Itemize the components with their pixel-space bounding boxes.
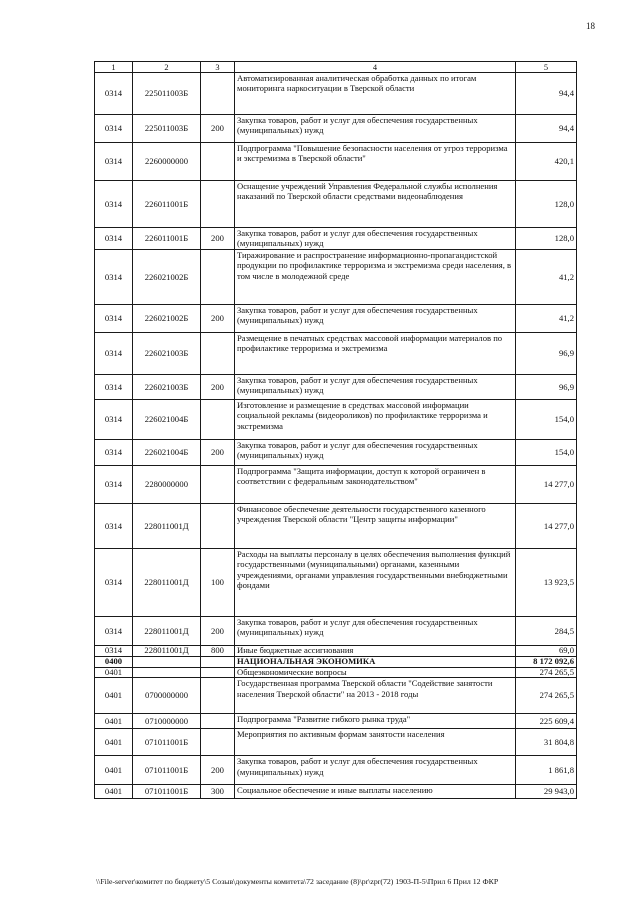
item-amount: 154,0 (516, 440, 577, 466)
expense-type-code: 200 (201, 375, 235, 400)
item-amount: 31 804,8 (516, 729, 577, 756)
table-row (95, 305, 577, 333)
expense-type-code: 200 (201, 115, 235, 143)
target-article-code: 0700000000 (133, 678, 201, 714)
section-code: 0401 (95, 678, 133, 714)
file-path-footer: \\File-server\комитет по бюджету\5 Созыв\документы комитета\72 заседание (8)\pr\zpr(72) 1903-П-5\Прил 6 Прил 12 ФКР (96, 877, 499, 886)
item-description: Мероприятия по активным формам занятости населения (235, 729, 516, 756)
expense-type-code (201, 678, 235, 714)
target-article-code: 2280000000 (133, 466, 201, 504)
header-col-5: 5 (516, 62, 577, 73)
table-row (95, 440, 577, 466)
section-code: 0314 (95, 181, 133, 228)
section-code: 0401 (95, 785, 133, 799)
section-code: 0401 (95, 667, 133, 678)
target-article-code: 071011001Б (133, 756, 201, 785)
expense-type-code (201, 73, 235, 115)
item-description: Закупка товаров, работ и услуг для обеспечения государственных (муниципальных) нужд (235, 228, 516, 250)
item-amount: 96,9 (516, 375, 577, 400)
item-amount: 154,0 (516, 400, 577, 440)
item-description: Автоматизированная аналитическая обработка данных по итогам мониторинга наркоситуации в Тверской области (235, 73, 516, 115)
expense-type-code (201, 714, 235, 729)
expense-type-code (201, 466, 235, 504)
item-description: Закупка товаров, работ и услуг для обеспечения государственных (муниципальных) нужд (235, 617, 516, 646)
expense-type-code (201, 143, 235, 181)
item-amount: 94,4 (516, 115, 577, 143)
expense-type-code (201, 504, 235, 549)
section-code: 0314 (95, 250, 133, 305)
item-amount: 128,0 (516, 181, 577, 228)
expense-type-code (201, 250, 235, 305)
section-code: 0314 (95, 646, 133, 657)
item-description: Закупка товаров, работ и услуг для обеспечения государственных (муниципальных) нужд (235, 440, 516, 466)
item-amount: 225 609,4 (516, 714, 577, 729)
target-article-code: 226021003Б (133, 333, 201, 375)
table-row (95, 181, 577, 228)
section-code: 0314 (95, 143, 133, 181)
section-code: 0314 (95, 466, 133, 504)
section-code: 0314 (95, 333, 133, 375)
table-row (95, 504, 577, 549)
target-article-code: 071011001Б (133, 785, 201, 799)
item-description: Размещение в печатных средствах массовой информации материалов по профилактике терроризма и экстремизма (235, 333, 516, 375)
section-code: 0314 (95, 375, 133, 400)
item-amount: 96,9 (516, 333, 577, 375)
expense-type-code (201, 181, 235, 228)
item-description: Закупка товаров, работ и услуг для обеспечения государственных (муниципальных) нужд (235, 115, 516, 143)
item-description: Изготовление и размещение в средствах массовой информации социальной рекламы (видеороликов) по профилактике терроризма и экстремизма (235, 400, 516, 440)
table-row (95, 678, 577, 714)
expense-type-code (201, 729, 235, 756)
target-article-code: 226021004Б (133, 400, 201, 440)
section-code: 0314 (95, 440, 133, 466)
item-amount: 8 172 092,6 (516, 656, 577, 667)
target-article-code: 228011001Д (133, 504, 201, 549)
target-article-code: 2260000000 (133, 143, 201, 181)
table-row (95, 785, 577, 799)
item-description: НАЦИОНАЛЬНАЯ ЭКОНОМИКА (235, 656, 516, 667)
item-amount: 94,4 (516, 73, 577, 115)
target-article-code: 226011001Б (133, 181, 201, 228)
section-code: 0314 (95, 115, 133, 143)
target-article-code: 071011001Б (133, 729, 201, 756)
item-amount: 274 265,5 (516, 678, 577, 714)
expense-type-code: 200 (201, 756, 235, 785)
item-amount: 29 943,0 (516, 785, 577, 799)
target-article-code (133, 656, 201, 667)
table-row (95, 228, 577, 250)
section-code: 0314 (95, 504, 133, 549)
table-row (95, 333, 577, 375)
target-article-code: 226021003Б (133, 375, 201, 400)
section-code: 0314 (95, 400, 133, 440)
item-description: Подпрограмма "Защита информации, доступ к которой ограничен в соответствии с федеральным законодательством" (235, 466, 516, 504)
target-article-code: 226021004Б (133, 440, 201, 466)
table-row (95, 115, 577, 143)
item-amount: 14 277,0 (516, 504, 577, 549)
header-col-2: 2 (133, 62, 201, 73)
item-amount: 128,0 (516, 228, 577, 250)
expense-type-code (201, 400, 235, 440)
item-amount: 41,2 (516, 305, 577, 333)
header-col-4: 4 (235, 62, 516, 73)
target-article-code: 228011001Д (133, 646, 201, 657)
expense-type-code: 300 (201, 785, 235, 799)
table-row (95, 714, 577, 729)
item-description: Социальное обеспечение и иные выплаты населению (235, 785, 516, 799)
section-code: 0401 (95, 714, 133, 729)
section-code: 0314 (95, 549, 133, 617)
expense-type-code (201, 333, 235, 375)
table-row (95, 250, 577, 305)
item-amount: 41,2 (516, 250, 577, 305)
item-description: Подпрограмма "Развитие гибкого рынка труда" (235, 714, 516, 729)
table-row (95, 617, 577, 646)
table-row (95, 667, 577, 678)
expense-type-code: 800 (201, 646, 235, 657)
expense-type-code: 200 (201, 305, 235, 333)
item-description: Закупка товаров, работ и услуг для обеспечения государственных (муниципальных) нужд (235, 305, 516, 333)
target-article-code: 226011001Б (133, 228, 201, 250)
target-article-code: 226021002Б (133, 305, 201, 333)
item-description: Финансовое обеспечение деятельности государственного казенного учреждения Тверской области "Центр защиты информации" (235, 504, 516, 549)
target-article-code: 225011003Б (133, 73, 201, 115)
section-code: 0314 (95, 73, 133, 115)
item-amount: 1 861,8 (516, 756, 577, 785)
expense-type-code (201, 656, 235, 667)
section-code: 0401 (95, 756, 133, 785)
expense-type-code: 200 (201, 617, 235, 646)
page-number: 18 (586, 21, 595, 31)
expense-type-code: 100 (201, 549, 235, 617)
budget-table (94, 61, 577, 799)
section-code: 0314 (95, 305, 133, 333)
target-article-code (133, 667, 201, 678)
item-amount: 13 923,5 (516, 549, 577, 617)
header-col-3: 3 (201, 62, 235, 73)
section-code: 0400 (95, 656, 133, 667)
target-article-code: 228011001Д (133, 617, 201, 646)
target-article-code: 226021002Б (133, 250, 201, 305)
item-description: Государственная программа Тверской области "Содействие занятости населения Тверской области" на 2013 - 2018 годы (235, 678, 516, 714)
table-row (95, 729, 577, 756)
section-code: 0314 (95, 228, 133, 250)
table-row (95, 400, 577, 440)
target-article-code: 0710000000 (133, 714, 201, 729)
table-row (95, 375, 577, 400)
table-header-row (95, 62, 577, 73)
table-row (95, 756, 577, 785)
item-description: Иные бюджетные ассигнования (235, 646, 516, 657)
section-code: 0314 (95, 617, 133, 646)
expense-type-code: 200 (201, 228, 235, 250)
item-amount: 420,1 (516, 143, 577, 181)
table-row (95, 466, 577, 504)
item-description: Общеэкономические вопросы (235, 667, 516, 678)
item-description: Тиражирование и распространение информационно-пропагандистской продукции по профилактике терроризма и экстремизма среди населения, в том числе в молодежной среде (235, 250, 516, 305)
item-amount: 274 265,5 (516, 667, 577, 678)
table-row (95, 143, 577, 181)
item-description: Расходы на выплаты персоналу в целях обеспечения выполнения функций государственными (муниципальными) органами, казенными учреждениями, органами управления государственными внебюджетными фондами (235, 549, 516, 617)
item-description: Подпрограмма "Повышение безопасности населения от угроз терроризма и экстремизма в Тверской области" (235, 143, 516, 181)
expense-type-code (201, 667, 235, 678)
table-row (95, 549, 577, 617)
section-code: 0401 (95, 729, 133, 756)
table-row (95, 73, 577, 115)
item-description: Закупка товаров, работ и услуг для обеспечения государственных (муниципальных) нужд (235, 756, 516, 785)
target-article-code: 228011001Д (133, 549, 201, 617)
item-description: Оснащение учреждений Управления Федеральной службы исполнения наказаний по Тверской области средствами видеонаблюдения (235, 181, 516, 228)
item-amount: 14 277,0 (516, 466, 577, 504)
item-amount: 69,0 (516, 646, 577, 657)
item-amount: 284,5 (516, 617, 577, 646)
item-description: Закупка товаров, работ и услуг для обеспечения государственных (муниципальных) нужд (235, 375, 516, 400)
expense-type-code: 200 (201, 440, 235, 466)
target-article-code: 225011003Б (133, 115, 201, 143)
header-col-1: 1 (95, 62, 133, 73)
table-row (95, 646, 577, 657)
table-row (95, 656, 577, 667)
